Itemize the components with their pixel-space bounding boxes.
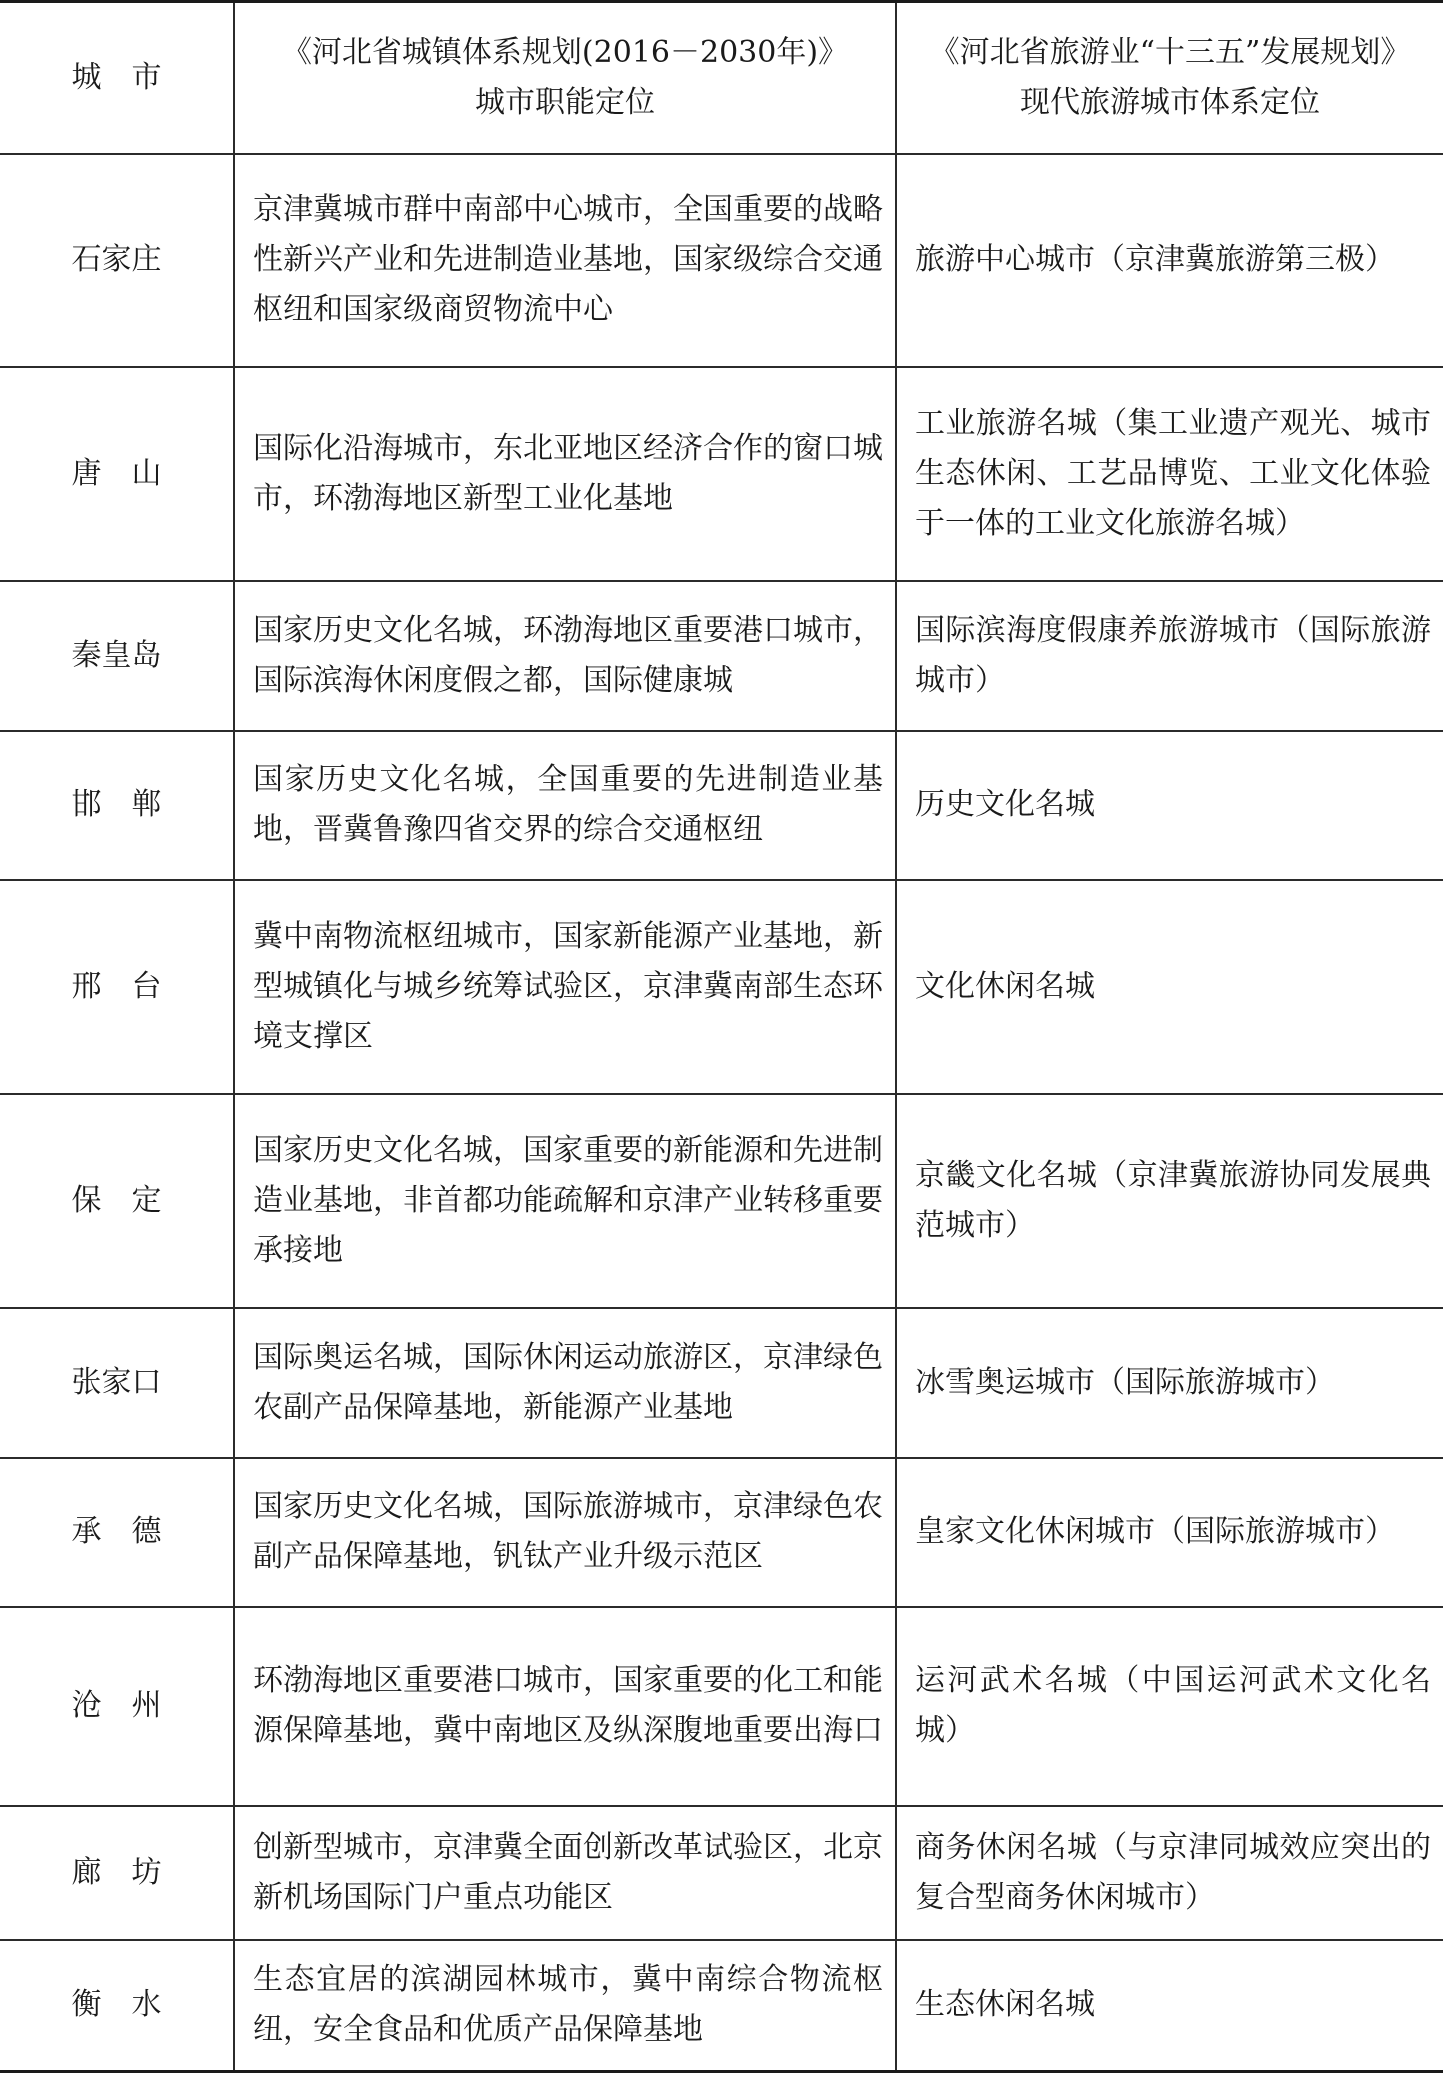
tourism-cell: 旅游中心城市（京津冀旅游第三极） [896, 154, 1443, 367]
tourism-cell: 商务休闲名城（与京津同城效应突出的复合型商务休闲城市） [896, 1806, 1443, 1940]
table-row [0, 731, 1443, 880]
function-cell: 国家历史文化名城，全国重要的先进制造业基地，晋冀鲁豫四省交界的综合交通枢纽 [234, 731, 896, 880]
function-cell: 国家历史文化名城，国家重要的新能源和先进制造业基地，非首都功能疏解和京津产业转移重要承接地 [234, 1094, 896, 1308]
table-row [0, 880, 1443, 1094]
table-row [0, 581, 1443, 731]
tourism-cell: 工业旅游名城（集工业遗产观光、城市生态休闲、工艺品博览、工业文化体验于一体的工业文化旅游名城） [896, 367, 1443, 581]
function-cell: 国际化沿海城市，东北亚地区经济合作的窗口城市，环渤海地区新型工业化基地 [234, 367, 896, 581]
header-row [0, 2, 1443, 154]
table-row [0, 1308, 1443, 1458]
tourism-cell: 京畿文化名城（京津冀旅游协同发展典范城市） [896, 1094, 1443, 1308]
header-tourism-subtitle: 现代旅游城市体系定位 [1020, 84, 1320, 120]
city-cell: 石家庄 [0, 154, 234, 367]
table-row [0, 1607, 1443, 1806]
city-cell: 唐 山 [0, 367, 234, 581]
table-body [0, 154, 1443, 2072]
header-tourism [896, 2, 1443, 154]
header-tourism-title: 《河北省旅游业“十三五”发展规划》 [929, 34, 1411, 70]
table-row [0, 1458, 1443, 1607]
function-cell: 生态宜居的滨湖园林城市，冀中南综合物流枢纽，安全食品和优质产品保障基地 [234, 1940, 896, 2072]
header-city [0, 2, 234, 154]
function-cell: 国家历史文化名城，环渤海地区重要港口城市，国际滨海休闲度假之都，国际健康城 [234, 581, 896, 731]
city-cell: 保 定 [0, 1094, 234, 1308]
city-cell: 廊 坊 [0, 1806, 234, 1940]
function-cell: 冀中南物流枢纽城市，国家新能源产业基地，新型城镇化与城乡统筹试验区，京津冀南部生态环境支撑区 [234, 880, 896, 1094]
header-city-label: 城 市 [71, 59, 162, 95]
function-cell: 国家历史文化名城，国际旅游城市，京津绿色农副产品保障基地，钒钛产业升级示范区 [234, 1458, 896, 1607]
tourism-cell: 国际滨海度假康养旅游城市（国际旅游城市） [896, 581, 1443, 731]
table-row [0, 154, 1443, 367]
city-cell: 邯 郸 [0, 731, 234, 880]
table-row [0, 1094, 1443, 1308]
city-cell: 沧 州 [0, 1607, 234, 1806]
city-cell: 承 德 [0, 1458, 234, 1607]
tourism-cell: 文化休闲名城 [896, 880, 1443, 1094]
function-cell: 环渤海地区重要港口城市，国家重要的化工和能源保障基地，冀中南地区及纵深腹地重要出海口 [234, 1607, 896, 1806]
tourism-cell: 皇家文化休闲城市（国际旅游城市） [896, 1458, 1443, 1607]
table-row [0, 1806, 1443, 1940]
header-function [234, 2, 896, 154]
city-cell: 张家口 [0, 1308, 234, 1458]
header-function-subtitle: 城市职能定位 [475, 84, 655, 120]
header-function-title: 《河北省城镇体系规划(2016－2030年)》 [281, 34, 849, 70]
tourism-cell: 运河武术名城（中国运河武术文化名城） [896, 1607, 1443, 1806]
function-cell: 创新型城市，京津冀全面创新改革试验区，北京新机场国际门户重点功能区 [234, 1806, 896, 1940]
tourism-cell: 冰雪奥运城市（国际旅游城市） [896, 1308, 1443, 1458]
function-cell: 京津冀城市群中南部中心城市，全国重要的战略性新兴产业和先进制造业基地，国家级综合交通枢纽和国家级商贸物流中心 [234, 154, 896, 367]
tourism-cell: 历史文化名城 [896, 731, 1443, 880]
city-cell: 邢 台 [0, 880, 234, 1094]
table-row [0, 367, 1443, 581]
function-cell: 国际奥运名城，国际休闲运动旅游区，京津绿色农副产品保障基地，新能源产业基地 [234, 1308, 896, 1458]
city-cell: 衡 水 [0, 1940, 234, 2072]
tourism-cell: 生态休闲名城 [896, 1940, 1443, 2072]
table-row [0, 1940, 1443, 2072]
city-cell: 秦皇岛 [0, 581, 234, 731]
table-header [0, 2, 1443, 154]
